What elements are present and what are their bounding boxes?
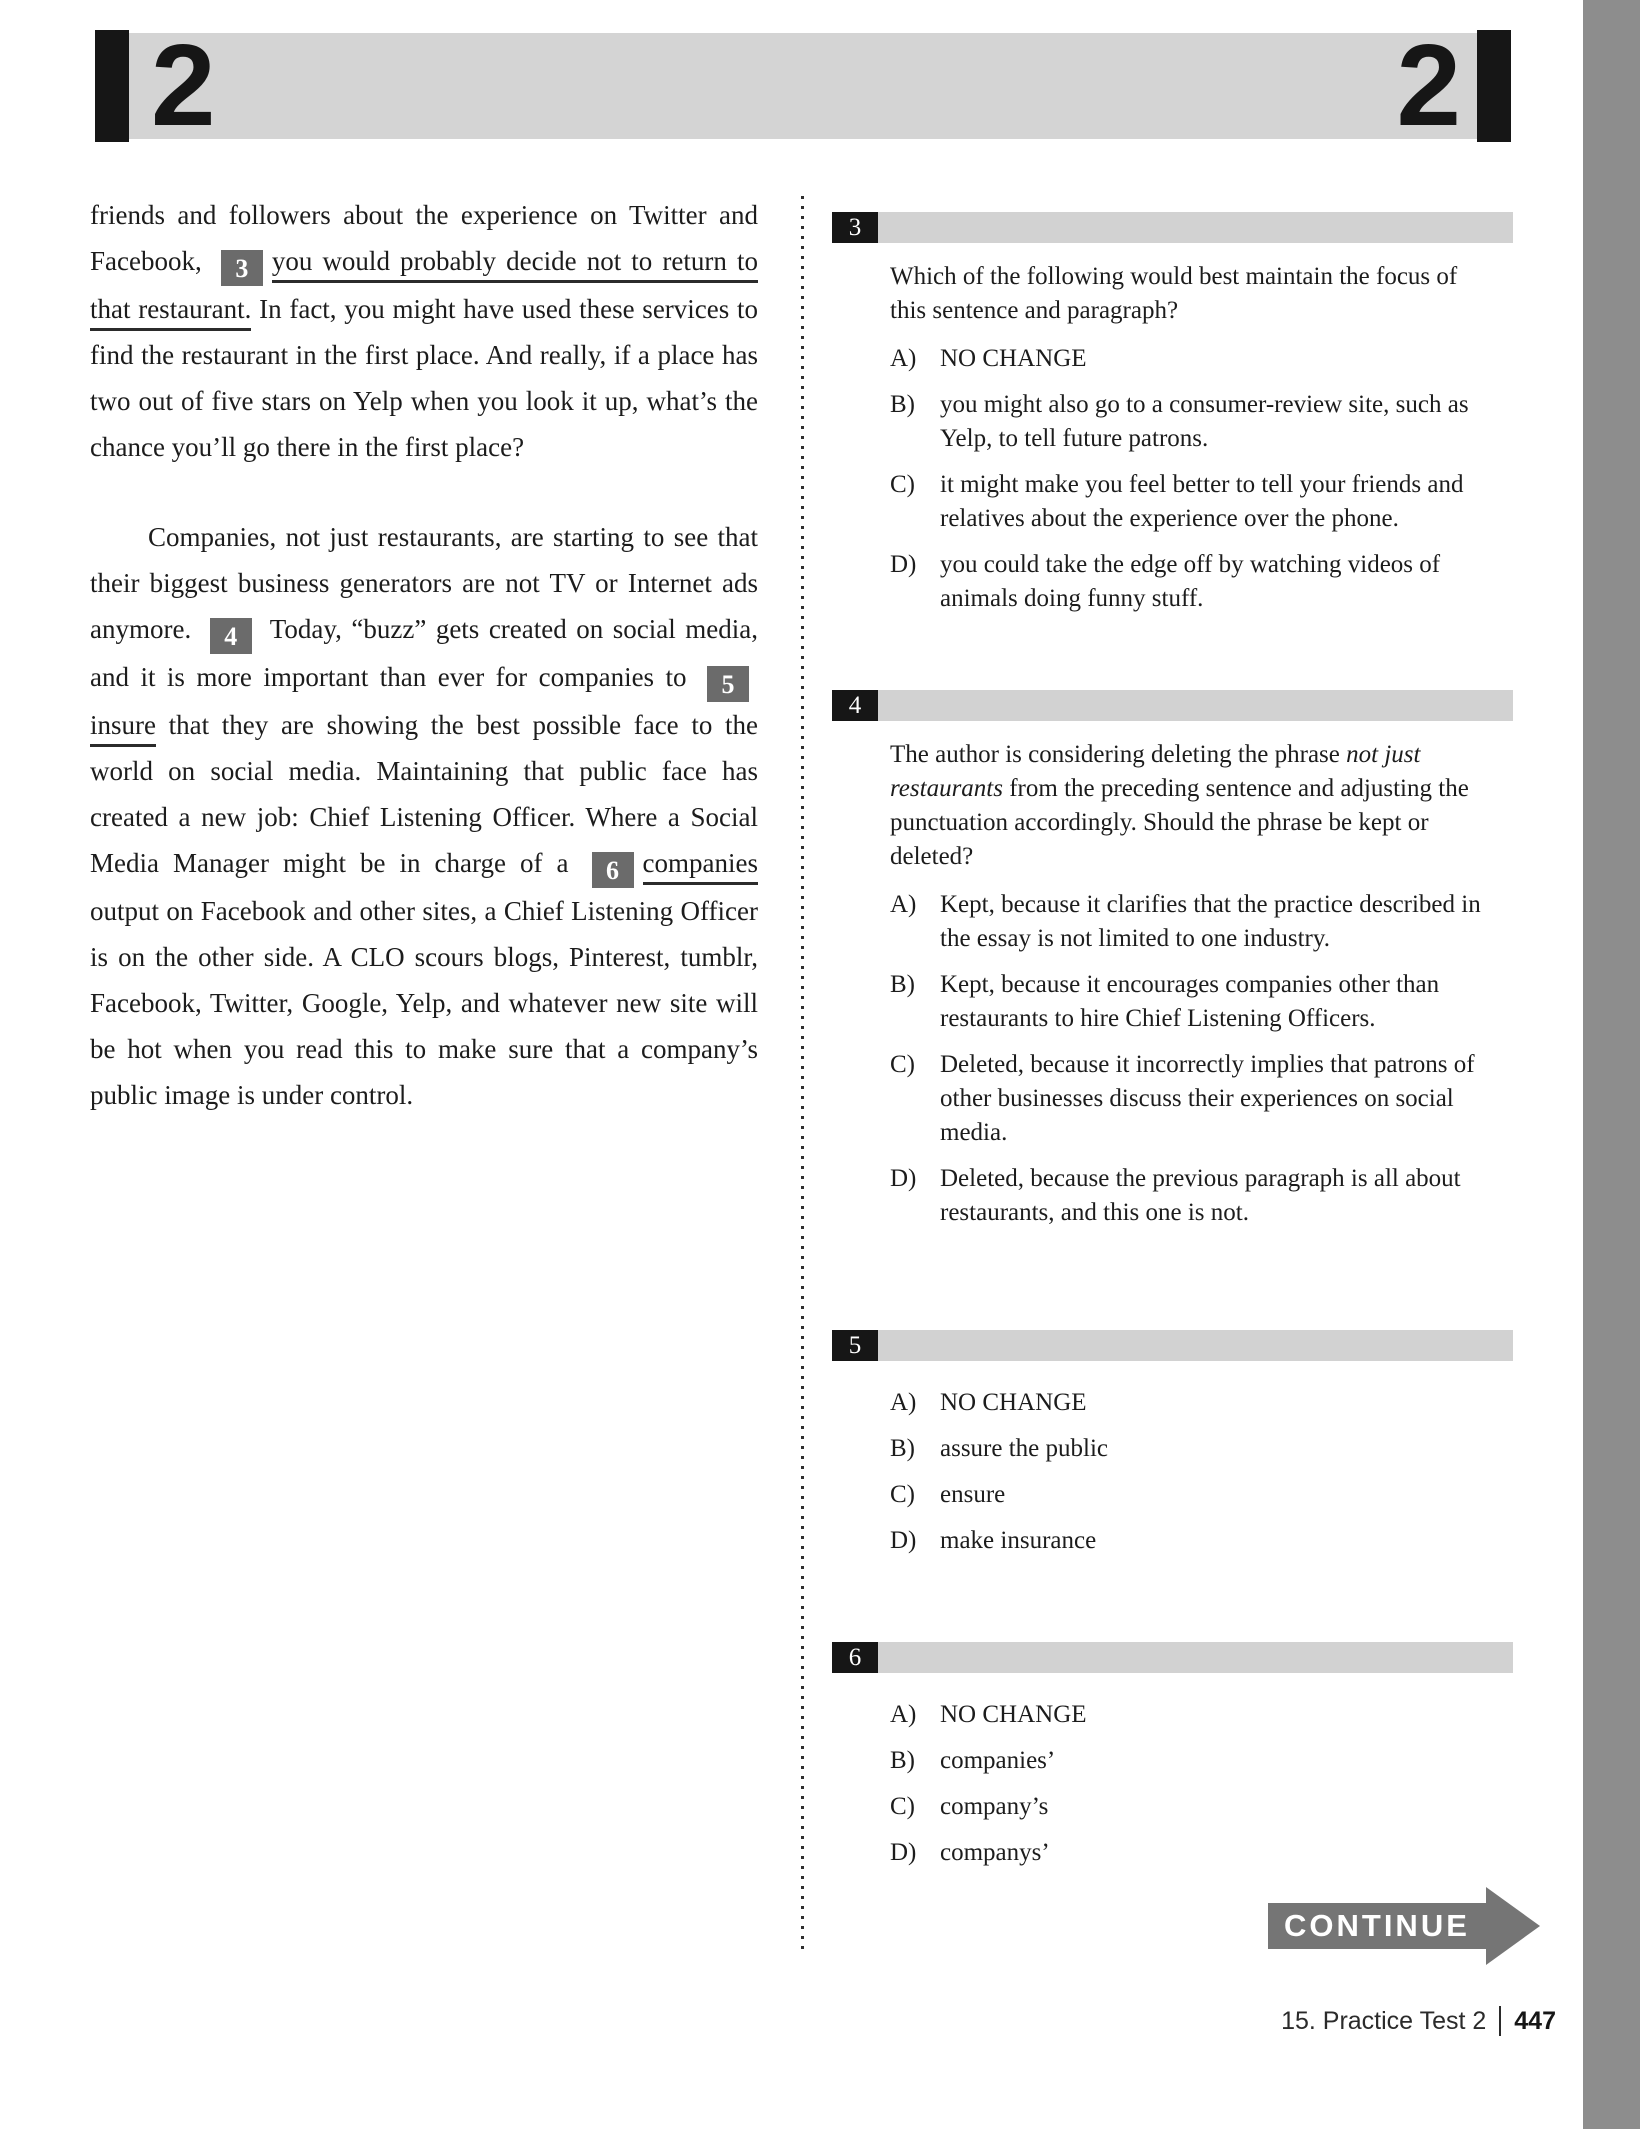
question-number-bar (832, 1642, 1513, 1673)
answer-option-d: D) companys’ (890, 1839, 1050, 1866)
section-number-right: 2 (1396, 20, 1461, 150)
answer-option-b: B) Kept, because it encourages companies other than restaurants to hire Chief Listening Officers. (890, 971, 1440, 1032)
passage-text: The author is considering deleting the phrase (890, 741, 1347, 768)
question-stem (890, 738, 1475, 874)
passage-text: Today, “buzz” gets created on social media, and it is more important than ever for companies to (90, 614, 758, 692)
questions-column (832, 212, 1513, 1962)
answer-option-c: C) ensure (890, 1481, 1006, 1508)
header-right-black-bar (1477, 30, 1511, 142)
header-left-black-bar (95, 30, 129, 142)
inline-question-tag: 6 (592, 852, 634, 888)
passage-text: In fact, you might have used these services to find the restaurant in the first place. And really, if a place has two out of five stars on Yelp when you look it up, what’s the chance you’ll go there in the first place? (90, 294, 758, 462)
answer-option-a: A) NO CHANGE (890, 1389, 1087, 1416)
answer-option-a: A) NO CHANGE (890, 345, 1087, 372)
question-3 (832, 212, 1513, 628)
continue-label: CONTINUE (1284, 1908, 1470, 1943)
answer-option-b: B) companies’ (890, 1747, 1056, 1774)
answer-option-d: D) make insurance (890, 1527, 1097, 1554)
question-number: 5 (832, 1330, 878, 1361)
answer-options (832, 888, 1513, 1230)
passage-paragraph (90, 514, 758, 1118)
passage-text: friends and followers about the experience on Twitter and Facebook, (90, 200, 758, 276)
inline-question-tag: 4 (210, 618, 252, 654)
underlined-phrase: insure (90, 710, 156, 747)
continue-arrow (1268, 1903, 1486, 1949)
answer-option-d: D) you could take the edge off by watching videos of animals doing funny stuff. (890, 551, 1441, 612)
question-number: 4 (832, 690, 878, 721)
answer-option-b: B) assure the public (890, 1435, 1109, 1462)
section-number-left: 2 (151, 20, 216, 150)
answer-option-c: C) Deleted, because it incorrectly implies that patrons of other businesses discuss their experiences on social media. (890, 1051, 1475, 1146)
passage-column (90, 192, 758, 1118)
question-5 (832, 1330, 1513, 1570)
passage-paragraph (90, 192, 758, 470)
question-number-bar (832, 1330, 1513, 1361)
continue-arrow-tip (1486, 1887, 1540, 1965)
answer-option-a: A) Kept, because it clarifies that the practice described in the essay is not limited to one industry. (890, 891, 1481, 952)
underlined-phrase: you would probably decide not to return to that restaurant. (90, 246, 758, 331)
question-4 (832, 690, 1513, 1242)
answer-option-a: A) NO CHANGE (890, 1701, 1087, 1728)
passage-text: from the preceding sentence and adjusting the punctuation accordingly. Should the phrase be kept or deleted? (890, 775, 1469, 870)
answer-option-d: D) Deleted, because the previous paragraph is all about restaurants, and this one is not. (890, 1165, 1461, 1226)
inline-question-tag: 3 (221, 250, 263, 286)
answer-option-c: C) company’s (890, 1793, 1049, 1820)
passage-text: that they are showing the best possible face to the world on social media. Maintaining that public face has created a new job: Chief Listening Officer. Where a Social Media Manager might be in charge of a (90, 710, 758, 878)
page-number: 447 (1514, 2006, 1556, 2035)
question-stem (890, 260, 1475, 328)
dotted-column-divider (801, 196, 804, 1956)
page-edge-strip (1583, 0, 1640, 2129)
question-number: 6 (832, 1642, 878, 1673)
passage-text: Companies, not just restaurants, are starting to see that their biggest business generators are not TV or Internet ads anymore. (90, 522, 758, 644)
question-number-bar (832, 212, 1513, 243)
page-footer (1281, 2006, 1556, 2036)
answer-options (832, 1386, 1513, 1558)
answer-option-b: B) you might also go to a consumer-review site, such as Yelp, to tell future patrons. (890, 391, 1469, 452)
section-header-band (95, 20, 1511, 150)
footer-divider (1499, 2006, 1501, 2036)
italic-phrase: not just restaurants (890, 741, 1421, 802)
question-number-bar (832, 690, 1513, 721)
chapter-label: 15. Practice Test 2 (1281, 2006, 1487, 2035)
answer-options (832, 1698, 1513, 1870)
inline-question-tag: 5 (707, 666, 749, 702)
answer-options (832, 342, 1513, 616)
passage-text: Which of the following would best maintain the focus of this sentence and paragraph? (890, 263, 1458, 324)
underlined-phrase: companies (643, 848, 758, 885)
passage-text: output on Facebook and other sites, a Chief Listening Officer is on the other side. A CLO scours blogs, Pinterest, tumblr, Facebook, Twitter, Google, Yelp, and whatever new site will be hot when you read this to make sure that a company’s public image is under control. (90, 896, 758, 1110)
question-6 (832, 1642, 1513, 1882)
answer-option-c: C) it might make you feel better to tell your friends and relatives about the experience over the phone. (890, 471, 1464, 532)
question-number: 3 (832, 212, 878, 243)
